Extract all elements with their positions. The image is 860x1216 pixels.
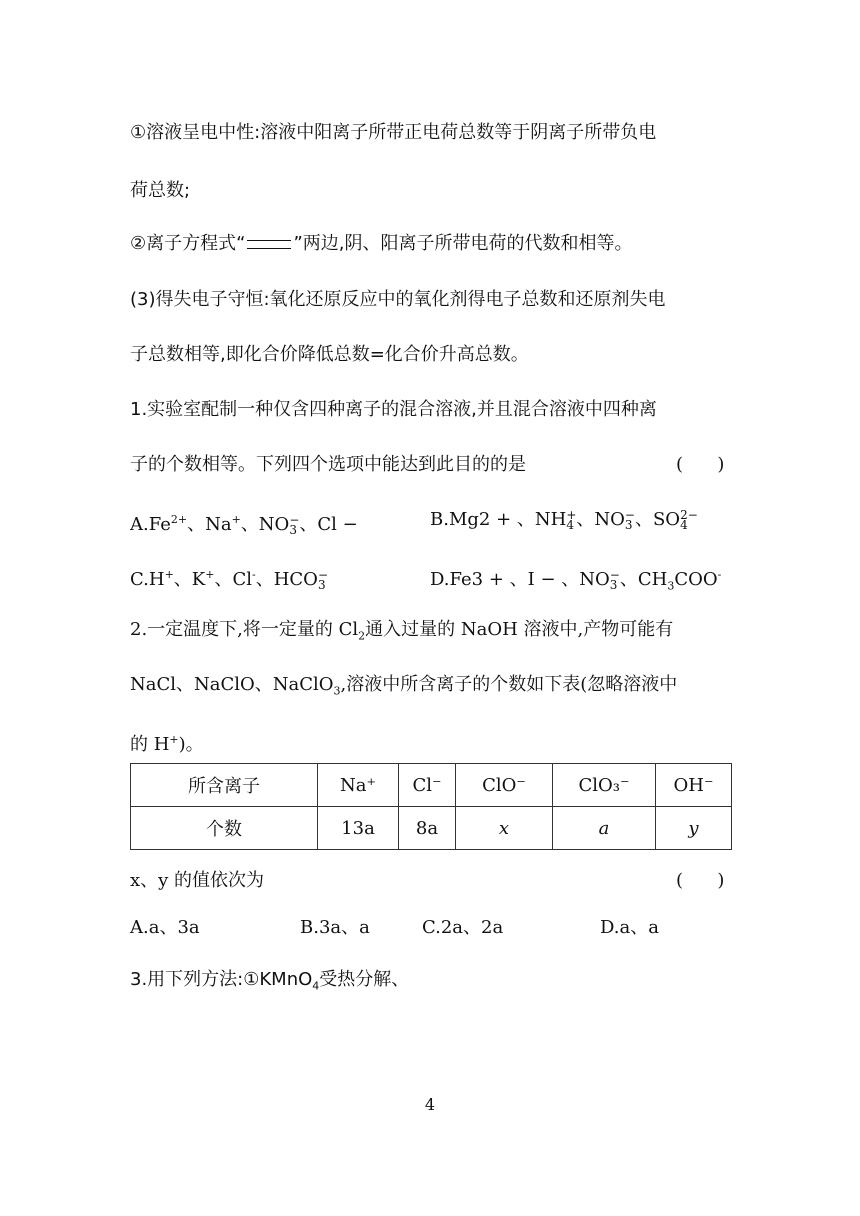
question-2-line-3: [130, 728, 204, 757]
paragraph-line: (3)得失电子守恒:氧化还原反应中的氧化剂得电子总数和还原剂失电: [130, 289, 666, 310]
text-segment: NaCl、NaClO、NaClO: [130, 674, 334, 695]
paragraph-line: [130, 232, 633, 256]
subscript: 4: [312, 979, 320, 993]
text-segment: ②离子方程式“: [130, 233, 246, 254]
text-segment: 2.一定温度下,将一定量的 Cl: [130, 619, 359, 640]
answer-paren: ( ): [676, 454, 725, 475]
table-cell: a: [553, 807, 656, 850]
question-1-line-2: 子的个数相等。下列四个选项中能达到此目的的是: [130, 454, 526, 475]
text-segment: )。: [178, 734, 204, 755]
question-2-line-2: [130, 673, 677, 704]
table-header-row: [131, 764, 732, 807]
option-b: B.Mg2 + 、NH + 4 、NO − 3 、SO 2− 4: [430, 508, 698, 532]
paragraph-line: ①溶液呈电中性:溶液中阳离子所带正电荷总数等于阴离子所带负电: [130, 122, 657, 143]
table-cell: 个数: [131, 807, 318, 850]
table-header-cell: ClO₃⁻: [553, 764, 656, 807]
answer-paren: ( ): [676, 870, 725, 891]
table-cell: 13a: [318, 807, 399, 850]
text-segment: 通入过量的 NaOH 溶液中,产物可能有: [365, 619, 674, 640]
paragraph-line: 子总数相等,即化合价降低总数=化合价升高总数。: [130, 344, 529, 365]
subscript: 3: [333, 684, 341, 698]
option-b-text: B.Mg2 + 、NH: [430, 509, 567, 530]
question-3-line: [130, 968, 409, 999]
table-header-cell: 所含离子: [131, 764, 318, 807]
table-row: [131, 807, 732, 850]
superscript: +: [169, 733, 179, 746]
text-segment: 的 H: [130, 734, 170, 755]
question-2-line-1: [130, 618, 673, 649]
q2-option-d: D.a、a: [600, 917, 659, 938]
q2-option-a: A.a、3a: [130, 917, 200, 938]
text-segment: 受热分解、: [319, 969, 410, 990]
question-2-prompt: x、y 的值依次为: [130, 870, 265, 891]
table-cell: y: [656, 807, 732, 850]
table-header-cell: OH⁻: [656, 764, 732, 807]
table-header-cell: ClO⁻: [456, 764, 553, 807]
option-c: C.H+、K+、Cl-、HCO − 3: [130, 568, 328, 592]
table-cell: x: [456, 807, 553, 850]
subscript: 2: [358, 629, 366, 643]
option-d-text: D.Fe3 + 、I − 、NO: [430, 569, 610, 590]
question-1-line-1: 1.实验室配制一种仅含四种离子的混合溶液,并且混合溶液中四种离: [130, 399, 657, 420]
text-segment: ”两边,阴、阳离子所带电荷的代数和相等。: [293, 233, 633, 254]
equal-sign-icon: [247, 240, 291, 249]
option-a-text: A.Fe: [130, 514, 171, 535]
q2-option-c: C.2a、2a: [422, 917, 504, 938]
page-number: 4: [424, 1095, 436, 1114]
table-header-cell: Cl⁻: [399, 764, 456, 807]
text-segment: ,溶液中所含离子的个数如下表(忽略溶液中: [340, 674, 678, 695]
option-d: D.Fe3 + 、I − 、NO − 3 、$CH_3COO^-$: [430, 568, 722, 593]
paragraph-line: 荷总数;: [130, 180, 191, 201]
ion-count-table: [130, 763, 732, 850]
table-cell: 8a: [399, 807, 456, 850]
option-a: $A.Fe^{2+}$、Na+、NO − 3 、Cl −: [130, 513, 358, 537]
table-header-cell: Na⁺: [318, 764, 399, 807]
text-segment: 3.用下列方法:①KMnO: [130, 969, 313, 990]
option-c-text: C.H: [130, 569, 165, 590]
q2-option-b: B.3a、a: [300, 917, 370, 938]
